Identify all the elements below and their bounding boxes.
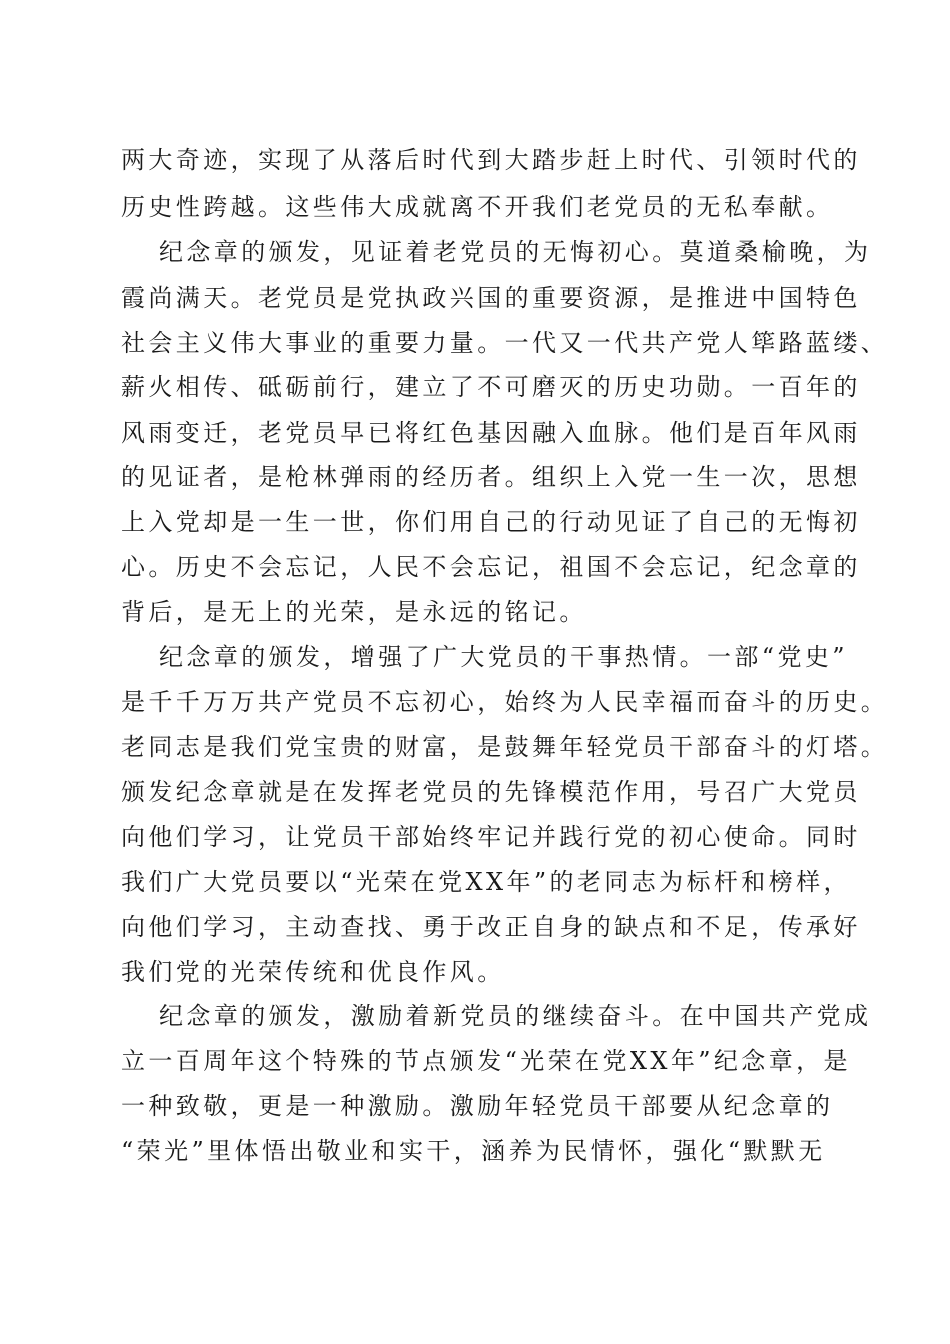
paragraph-start-line: 纪念章的颁发，激励着新党员的继续奋斗。在中国共产党成: [159, 1002, 872, 1030]
text-line: 风雨变迁，老党员早已将红色基因融入血脉。他们是百年风雨: [121, 419, 861, 447]
paragraph-start-line: 纪念章的颁发，增强了广大党员的干事热情。一部“党史”: [159, 643, 848, 671]
text-line: 老同志是我们党宝贵的财富，是鼓舞年轻党员干部奋斗的灯塔。: [121, 733, 889, 761]
text-line: 立一百周年这个特殊的节点颁发“光荣在党XX年”纪念章，是: [121, 1047, 851, 1075]
text-line: 心。历史不会忘记，人民不会忘记，祖国不会忘记，纪念章的: [121, 553, 861, 581]
text-line: 一种致敬，更是一种激励。激励年轻党员干部要从纪念章的: [121, 1092, 834, 1120]
text-line: 的见证者，是枪林弹雨的经历者。组织上入党一生一次，思想: [121, 463, 861, 491]
text-line: 霞尚满天。老党员是党执政兴国的重要资源，是推进中国特色: [121, 284, 861, 312]
text-line: 薪火相传、砥砺前行，建立了不可磨灭的历史功勋。一百年的: [121, 373, 861, 401]
text-line: 向他们学习，主动查找、勇于改正自身的缺点和不足，传承好: [121, 913, 861, 941]
text-line: 我们党的光荣传统和优良作风。: [121, 958, 505, 986]
text-line: 是千千万万共产党员不忘初心，始终为人民幸福而奋斗的历史。: [121, 688, 889, 716]
paragraph-start-line: 纪念章的颁发，见证着老党员的无悔初心。莫道桑榆晚，为: [159, 238, 872, 266]
text-line: 社会主义伟大事业的重要力量。一代又一代共产党人筚路蓝缕、: [121, 329, 889, 357]
text-line: 颁发纪念章就是在发挥老党员的先锋模范作用，号召广大党员: [121, 778, 861, 806]
text-line: “荣光”里体悟出敬业和实干，涵养为民情怀，强化“默默无: [121, 1137, 826, 1165]
text-line: 上入党却是一生一世，你们用自己的行动见证了自己的无悔初: [121, 508, 861, 536]
text-line: 历史性跨越。这些伟大成就离不开我们老党员的无私奉献。: [121, 193, 834, 221]
text-line: 两大奇迹，实现了从落后时代到大踏步赶上时代、引领时代的: [121, 146, 861, 174]
text-line: 背后，是无上的光荣，是永远的铭记。: [121, 598, 587, 626]
text-line: 我们广大党员要以“光荣在党XX年”的老同志为标杆和榜样，: [121, 868, 851, 896]
text-line: 向他们学习，让党员干部始终牢记并践行党的初心使命。同时: [121, 823, 861, 851]
